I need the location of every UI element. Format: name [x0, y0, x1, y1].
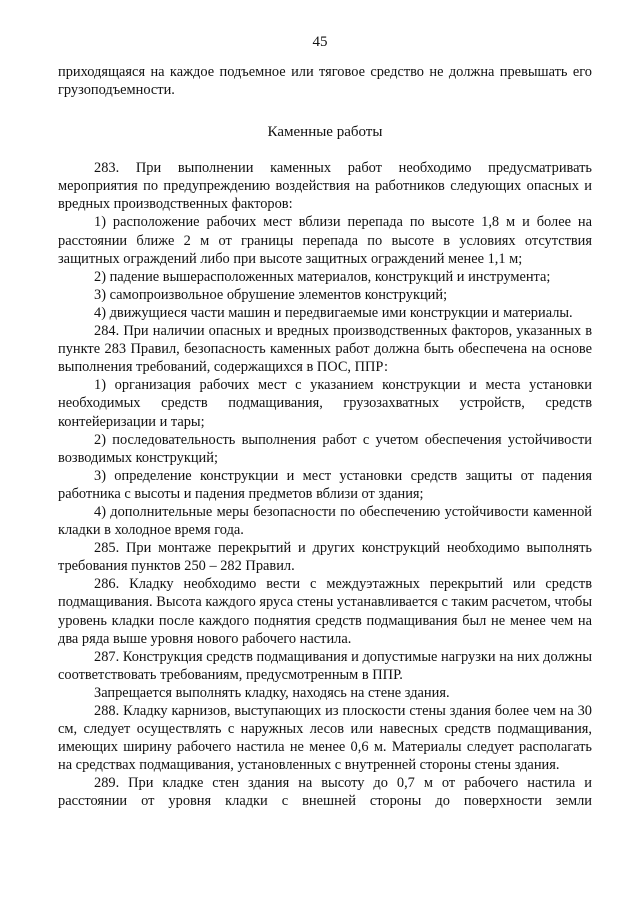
document-body — [58, 63, 592, 811]
list-item-283-2: 2) падение вышерасположенных материалов, конструкций и инструмента; — [94, 268, 551, 285]
list-item-284-4: 4) дополнительные меры безопасности по обеспечению устойчивости каменной кладки в холодное время года. — [58, 503, 592, 539]
paragraph-283: 283. При выполнении каменных работ необходимо предусматривать мероприятия по предупреждению воздействия на работников следующих опасных и вредных производственных факторов: — [58, 160, 592, 213]
list-item-284-2: 2) последовательность выполнения работ с учетом обеспечения устойчивости возводимых конструкций; — [58, 431, 592, 466]
paragraph-287: 287. Конструкция средств подмащивания и допустимые нагрузки на них должны соответствовать требованиям, предусмотренным в ППР. — [58, 648, 592, 683]
list-item-283-4: 4) движущиеся части машин и передвигаемые ими конструкции и материалы. — [94, 304, 573, 321]
list-item-283-3: 3) самопроизвольное обрушение элементов конструкций; — [94, 286, 448, 303]
paragraph-284: 284. При наличии опасных и вредных производственных факторов, указанных в пункте 283 Правил, безопасность каменных работ должна быть обеспечена на основе выполнения требований, содержащихся в ПОС, ППР: — [58, 323, 592, 376]
paragraph-288: 288. Кладку карнизов, выступающих из плоскости стены здания более чем на 30 см, следует осуществлять с наружных лесов или навесных средств подмащивания, имеющих ширину рабочего настила не менее 0,6 м. Материалы следует располагать на средствах подмащивания, установленных с внутренней стороны стены здания. — [58, 703, 592, 774]
paragraph-289: 289. При кладке стен здания на высоту до 0,7 м от рабочего настила и расстоянии от уровня кладки с внешней стороны до поверхности земли — [58, 775, 592, 810]
list-item-284-1: 1) организация рабочих мест с указанием конструкции и места установки необходимых средств подмащивания, грузозахватных устройств, средств контейеризации и тары; — [58, 377, 592, 430]
paragraph-286: 286. Кладку необходимо вести с междуэтажных перекрытий или средств подмащивания. Высота каждого яруса стены устанавливается с таким расчетом, чтобы уровень кладки после каждого поднятия средств подмащивания был не менее чем на два ряда выше уровня нового рабочего настила. — [58, 576, 592, 647]
page-number: 45 — [312, 34, 328, 50]
section-title: Каменные работы — [267, 124, 383, 141]
list-item-283-1: 1) расположение рабочих мест вблизи перепада по высоте 1,8 м и более на расстоянии ближе 2 м от границы перепада по высоте в условиях отсутствия защитных ограждений либо при высоте защитных ограждений менее 1,1 м; — [58, 214, 592, 267]
paragraph-287-prohibition: Запрещается выполнять кладку, находясь на стене здания. — [94, 684, 450, 701]
list-item-284-3: 3) определение конструкции и мест установки средств защиты от падения работника с высоты и падения предметов вблизи от здания; — [58, 467, 592, 502]
intro-paragraph: приходящаяся на каждое подъемное или тяговое средство не должна превышать его грузоподъемности. — [58, 64, 592, 99]
paragraph-285: 285. При монтаже перекрытий и других конструкций необходимо выполнять требования пунктов 250 – 282 Правил. — [58, 540, 592, 575]
